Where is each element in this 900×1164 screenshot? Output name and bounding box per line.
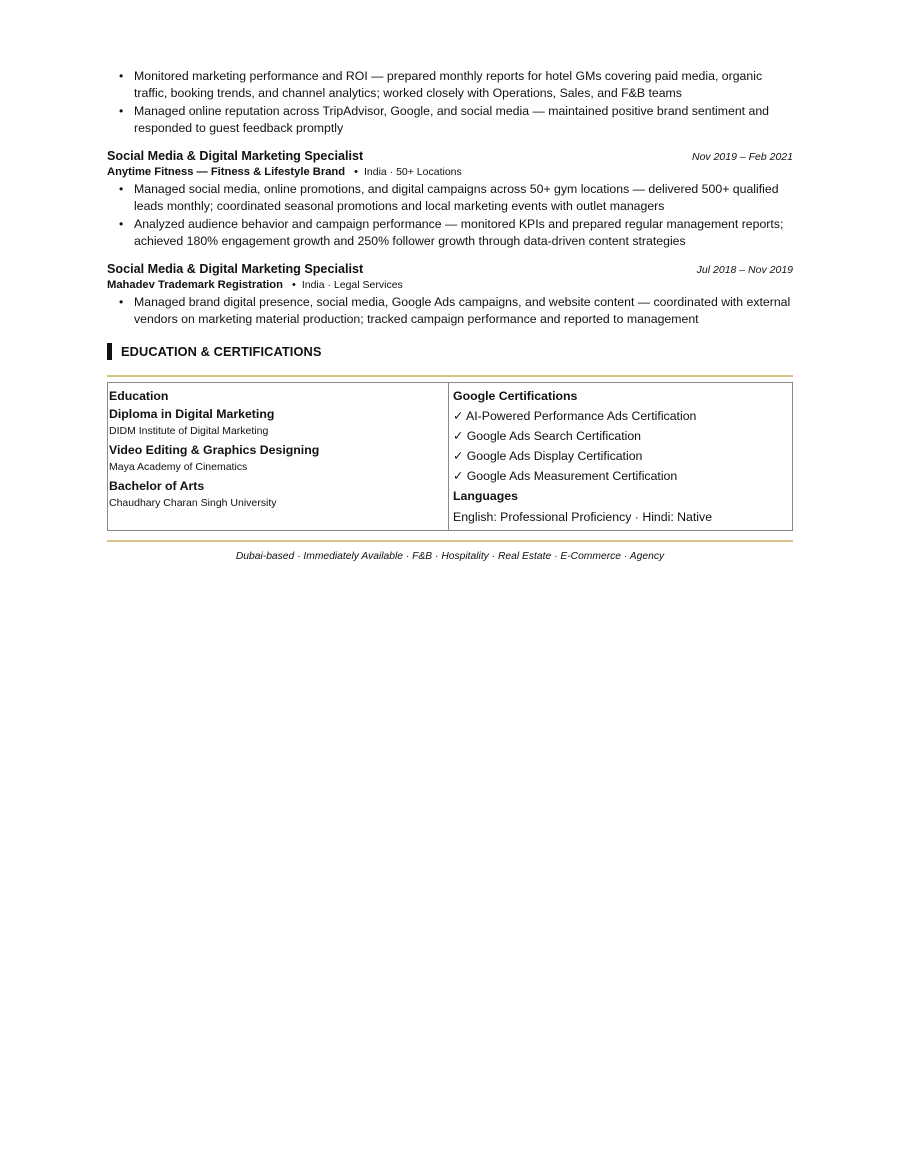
certification-item: ✓ Google Ads Measurement Certification [453, 469, 678, 483]
education-column [108, 383, 448, 530]
job-date: Nov 2019 – Feb 2021 [692, 151, 793, 163]
education-table [107, 382, 793, 531]
section-marker-bar [107, 343, 112, 360]
divider-rule [107, 540, 793, 542]
certifications-column [448, 383, 792, 530]
bullet-item: • Managed online reputation across TripAdvisor, Google, and social media — maintained positive brand sentiment and responded to guest feedback promptly [107, 103, 793, 137]
languages-text: English: Professional Proficiency · Hindi: Native [453, 510, 713, 524]
company-name: Anytime Fitness — Fitness & Lifestyle Brand [107, 166, 346, 178]
job-title: Social Media & Digital Marketing Specialist [107, 149, 364, 163]
bullet-item: • Managed social media, online promotions, and digital campaigns across 50+ gym locations — delivered 500+ qualified leads monthly; coordinated seasonal promotions and local marketing events with outlet managers [107, 181, 793, 215]
institution-name: Maya Academy of Cinematics [109, 461, 248, 473]
bullet-item: • Analyzed audience behavior and campaign performance — monitored KPIs and prepared regular management reports; achieved 180% engagement growth and 250% follower growth through data-driven content strategies [107, 216, 793, 250]
job-entry-anytime-fitness [107, 149, 793, 250]
degree-name: Video Editing & Graphics Designing [109, 443, 320, 457]
divider-rule [107, 375, 793, 377]
company-meta: India · Legal Services [301, 279, 403, 291]
section-heading-education [107, 343, 793, 360]
bullet-item: • Managed brand digital presence, social media, Google Ads campaigns, and website content — coordinated with external vendors on marketing material production; tracked campaign performance and reported to management [107, 294, 793, 328]
job-bullets [107, 294, 793, 328]
previous-job-bullets [107, 68, 793, 137]
bullet-separator: • [291, 279, 296, 291]
job-title: Social Media & Digital Marketing Specialist [107, 262, 364, 276]
job-date: Jul 2018 – Nov 2019 [696, 264, 793, 276]
company-meta: India · 50+ Locations [363, 166, 462, 178]
institution-name: Chaudhary Charan Singh University [109, 497, 277, 509]
bullet-item: • Monitored marketing performance and ROI — prepared monthly reports for hotel GMs covering paid media, organic traffic, booking trends, and channel analytics; worked closely with Operations, Sales, and F&B teams [107, 68, 793, 102]
job-bullets [107, 181, 793, 250]
company-name: Mahadev Trademark Registration [107, 279, 283, 291]
education-heading: Education [109, 389, 169, 403]
bullet-separator: • [354, 166, 358, 178]
section-title: EDUCATION & CERTIFICATIONS [121, 344, 322, 359]
languages-heading: Languages [453, 489, 518, 503]
institution-name: DIDM Institute of Digital Marketing [109, 425, 269, 437]
degree-name: Diploma in Digital Marketing [109, 407, 275, 421]
degree-name: Bachelor of Arts [109, 479, 205, 493]
certification-item: ✓ Google Ads Search Certification [453, 429, 642, 443]
resume-page [107, 68, 793, 562]
certification-item: ✓ Google Ads Display Certification [453, 449, 643, 463]
certifications-heading: Google Certifications [453, 389, 578, 403]
certification-item: ✓ AI-Powered Performance Ads Certification [453, 409, 697, 423]
job-entry-mahadev [107, 262, 793, 328]
footer-tagline: Dubai-based · Immediately Available · F&B · Hospitality · Real Estate · E-Commerce · Agency [235, 551, 665, 562]
